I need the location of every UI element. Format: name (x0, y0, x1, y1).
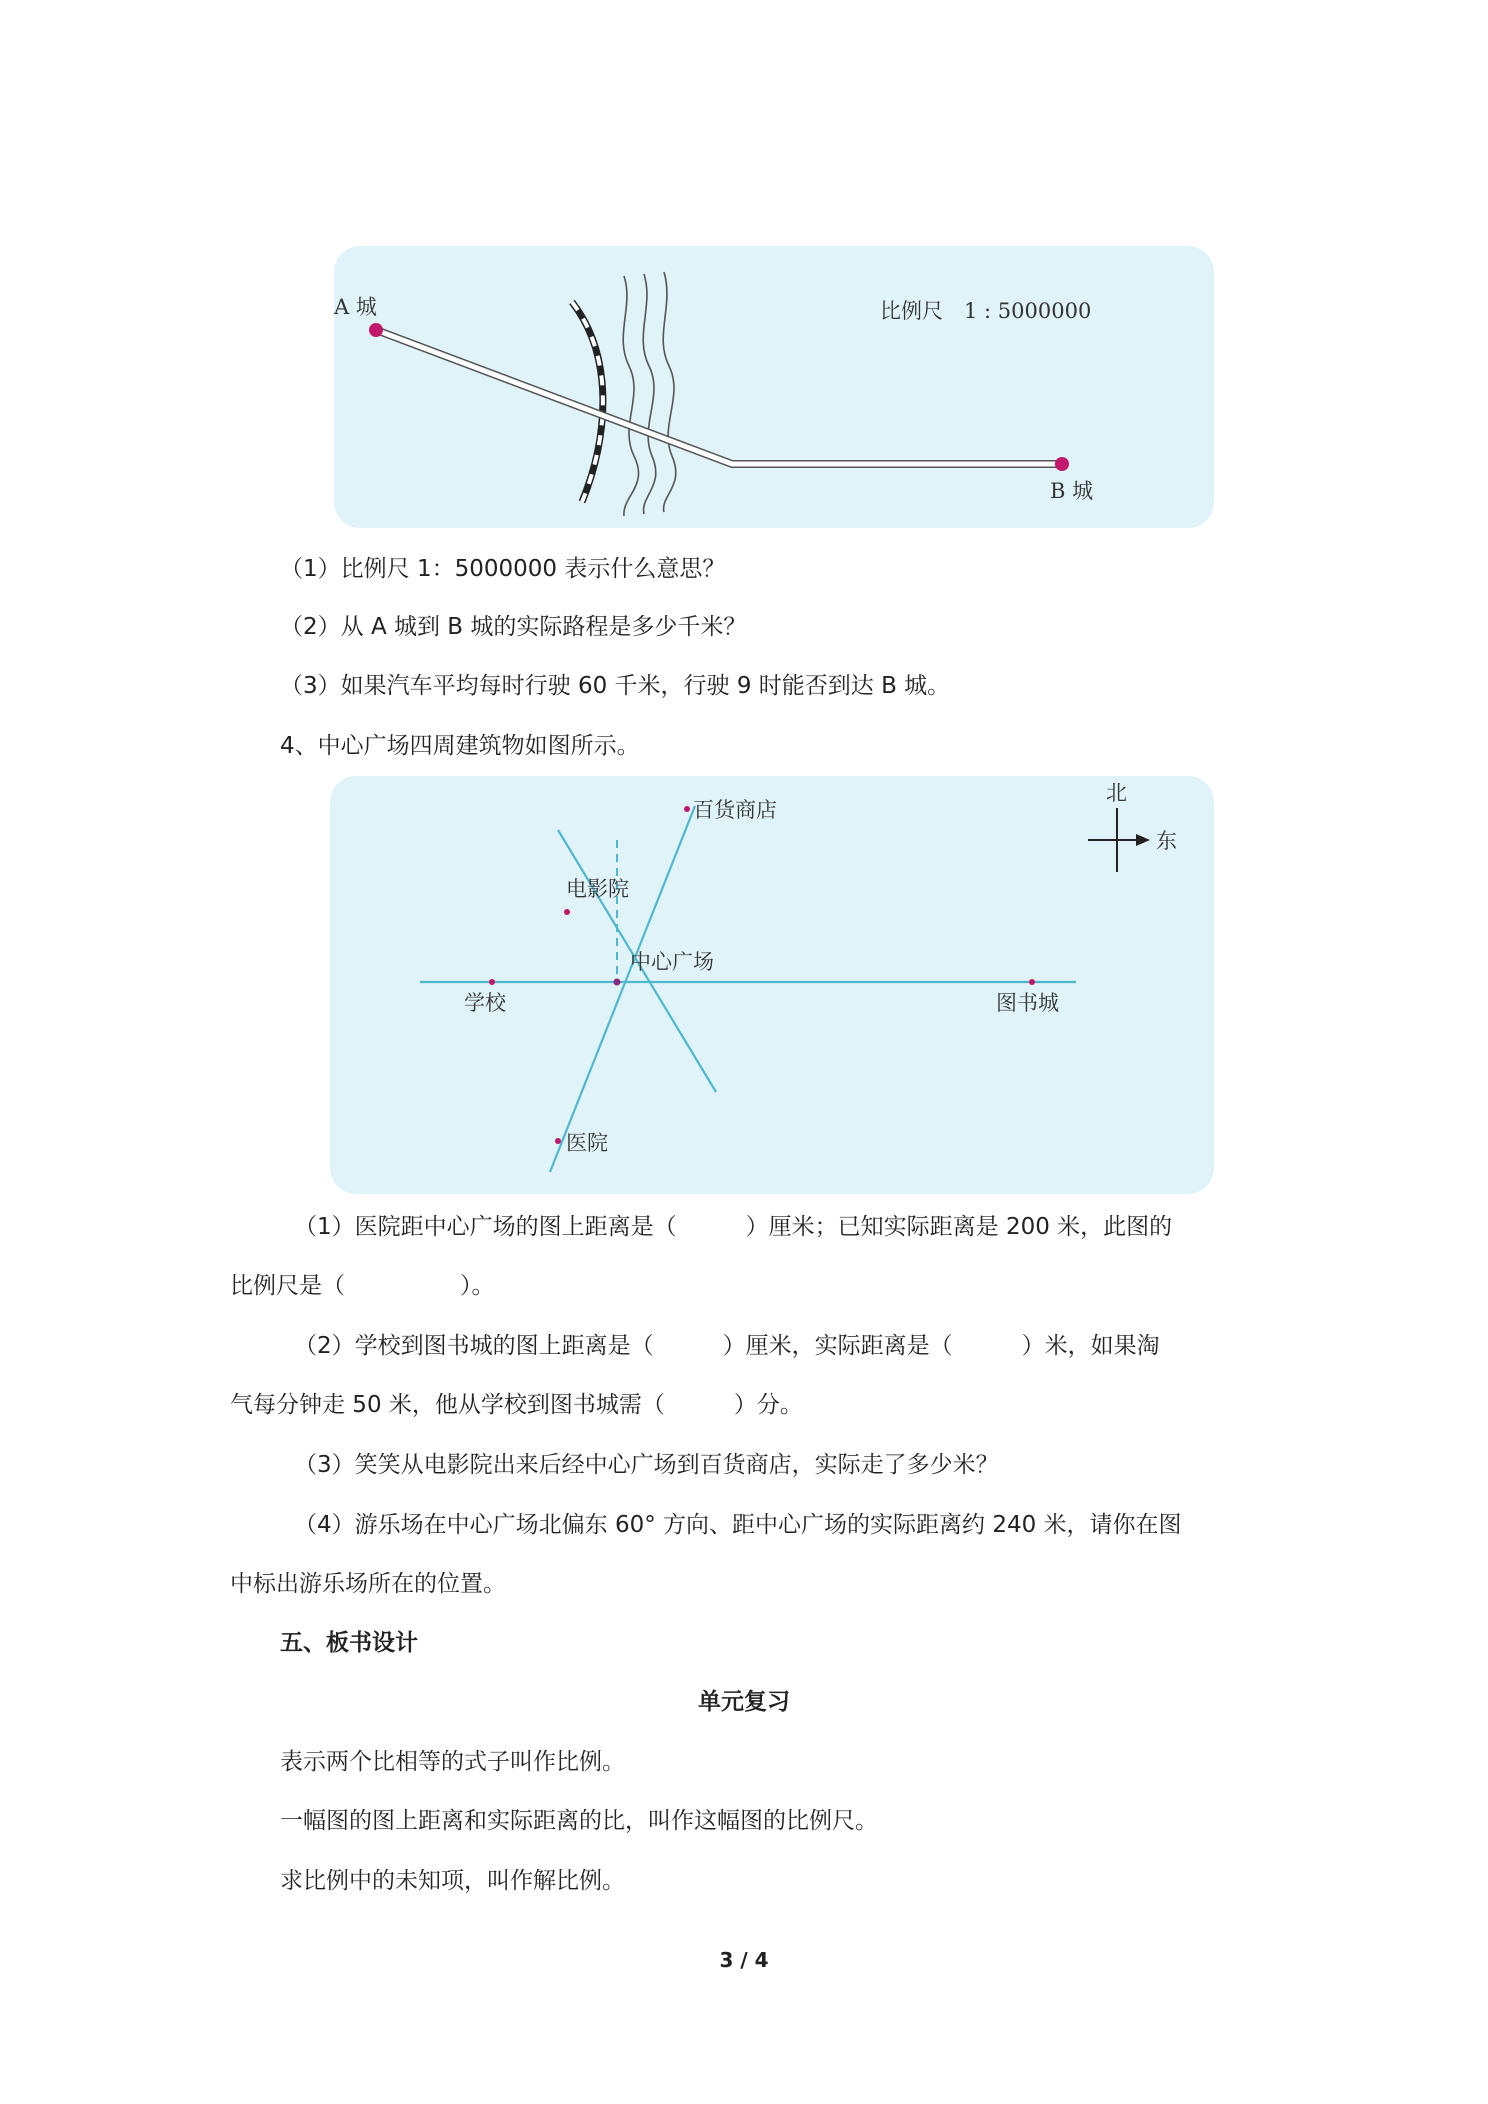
department-store-label: 百货商店 (693, 798, 777, 822)
north-label: 北 (1106, 781, 1127, 805)
river-line (623, 276, 638, 516)
library-point (1029, 979, 1035, 985)
question-2-1a: （1）医院距中心广场的图上距离是（ ）厘米；已知实际距离是 200 米，此图的 (294, 1214, 1173, 1240)
city-b-label: B 城 (1050, 479, 1094, 503)
center-square-point (614, 979, 621, 986)
river-line (663, 272, 676, 512)
board-line-2: 一幅图的图上距离和实际距离的比，叫作这幅图的比例尺。 (280, 1808, 878, 1834)
road-outline (376, 330, 1062, 464)
question-1-3: （3）如果汽车平均每时行驶 60 千米，行驶 9 时能否到达 B 城。 (280, 673, 951, 699)
city-b-marker (1055, 457, 1069, 471)
square-map-svg (330, 776, 1214, 1194)
cinema-label: 电影院 (566, 877, 629, 901)
question-2-1b: 比例尺是（ ）。 (230, 1273, 495, 1299)
board-line-1: 表示两个比相等的式子叫作比例。 (280, 1749, 625, 1775)
route-map-figure (334, 246, 1214, 528)
school-point (489, 979, 495, 985)
question-1-2: （2）从 A 城到 B 城的实际路程是多少千米？ (280, 614, 747, 640)
scale-label: 比例尺 1 : 5000000 (880, 299, 1092, 323)
road (376, 330, 1062, 464)
section-5-heading: 五、板书设计 (280, 1630, 418, 1656)
board-title: 单元复习 (698, 1689, 790, 1715)
question-2-2b: 气每分钟走 50 米，他从学校到图书城需（ ）分。 (230, 1392, 803, 1418)
hospital-point (555, 1138, 561, 1144)
question-1-1: （1）比例尺 1：5000000 表示什么意思？ (280, 556, 726, 582)
board-line-3: 求比例中的未知项，叫作解比例。 (280, 1868, 625, 1894)
question-2-2a: （2）学校到图书城的图上距离是（ ）厘米，实际距离是（ ）米，如果淘 (294, 1333, 1160, 1359)
cinema-point (564, 909, 570, 915)
compass (1088, 808, 1150, 872)
store-point (684, 806, 690, 812)
center-square-label: 中心广场 (630, 950, 714, 974)
school-label: 学校 (464, 991, 506, 1015)
problem-4-title: 4、中心广场四周建筑物如图所示。 (280, 733, 640, 759)
square-map-figure (330, 776, 1214, 1194)
hospital-store-line (550, 806, 695, 1172)
hospital-label: 医院 (566, 1131, 608, 1155)
question-2-3: （3）笑笑从电影院出来后经中心广场到百货商店，实际走了多少米？ (294, 1452, 999, 1478)
river-line (643, 274, 656, 514)
city-a-marker (369, 323, 383, 337)
city-a-label: A 城 (334, 295, 377, 319)
page-number: 3 / 4 (719, 1948, 769, 1972)
east-label: 东 (1156, 829, 1177, 853)
question-2-4a: （4）游乐场在中心广场北偏东 60° 方向、距中心广场的实际距离约 240 米，请你在图 (294, 1512, 1182, 1538)
question-2-4b: 中标出游乐场所在的位置。 (230, 1571, 506, 1597)
route-map-svg (334, 246, 1214, 528)
library-label: 图书城 (996, 991, 1059, 1015)
